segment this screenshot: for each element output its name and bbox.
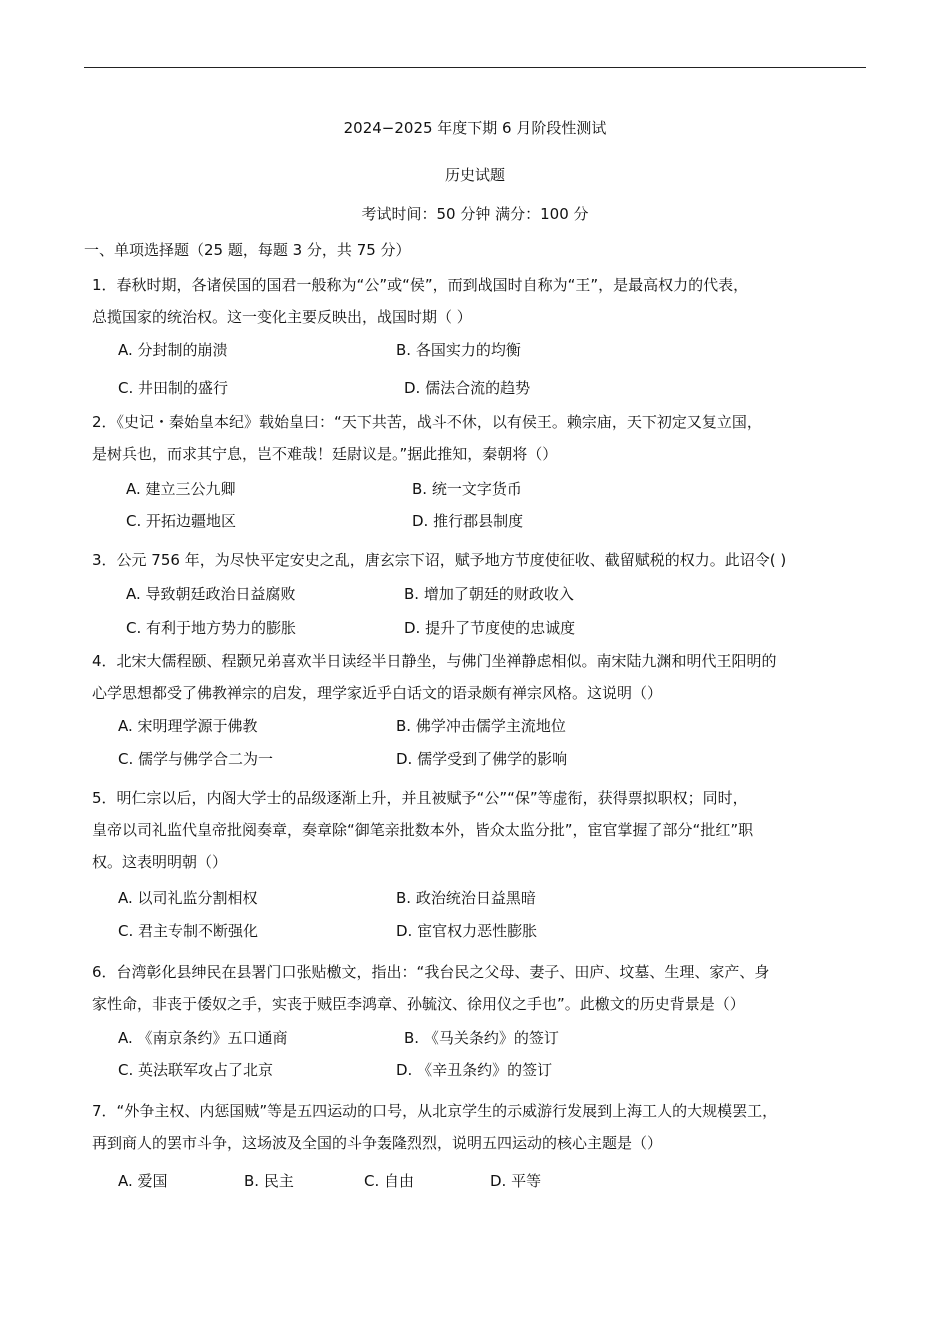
question-1-option-b[interactable]: B. 各国实力的均衡 [396,341,521,359]
question-7-line-1: 7．“外争主权、内惩国贼”等是五四运动的口号，从北京学生的示威游行发展到上海工人的大规模罢工， [92,1102,778,1120]
question-7-option-c[interactable]: C. 自由 [364,1172,415,1190]
question-1-line-1: 1．春秋时期，各诸侯国的国君一般称为“公”或“侯”，而到战国时自称为“王”，是最高权力的代表， [92,276,749,294]
question-3-option-c[interactable]: C. 有利于地方势力的膨胀 [126,619,297,637]
question-7-line-2: 再到商人的罢市斗争，这场波及全国的斗争轰隆烈烈，说明五四运动的核心主题是（） [92,1134,663,1152]
question-4-line-2: 心学思想都受了佛教禅宗的启发，理学家近乎白话文的语录颇有禅宗风格。这说明（） [92,684,663,702]
question-4-option-c[interactable]: C. 儒学与佛学合二为一 [118,750,274,768]
section-title: 一、单项选择题（25 题，每题 3 分，共 75 分） [84,241,411,259]
question-5-option-d[interactable]: D. 宦官权力恶性膨胀 [396,922,538,940]
question-7-option-d[interactable]: D. 平等 [490,1172,542,1190]
question-2-line-1: 2．《史记・秦始皇本纪》载始皇曰：“天下共苦，战斗不休，以有侯王。赖宗庙，天下初定又复立国， [92,413,762,431]
question-5-option-a[interactable]: A. 以司礼监分割相权 [118,889,258,907]
question-3-option-b[interactable]: B. 增加了朝廷的财政收入 [404,585,574,603]
question-2-option-b[interactable]: B. 统一文字货币 [412,480,522,498]
question-1-option-c[interactable]: C. 井田制的盛行 [118,379,229,397]
question-3-option-a[interactable]: A. 导致朝廷政治日益腐败 [126,585,296,603]
question-7-option-b[interactable]: B. 民主 [244,1172,294,1190]
question-4-line-1: 4．北宋大儒程颐、程颢兄弟喜欢半日读经半日静坐，与佛门坐禅静虑相似。南宋陆九渊和明代王阳明的 [92,652,777,670]
question-2-option-c[interactable]: C. 开拓边疆地区 [126,512,237,530]
question-3-option-d[interactable]: D. 提升了节度使的忠诚度 [404,619,576,637]
question-1-option-a[interactable]: A. 分封制的崩溃 [118,341,228,359]
question-3-line-1: 3．公元 756 年，为尽快平定安史之乱，唐玄宗下诏，赋予地方节度使征收、截留赋税的权力。此诏令( ) [92,551,787,569]
question-2-option-d[interactable]: D. 推行郡县制度 [412,512,524,530]
question-6-option-c[interactable]: C. 英法联军攻占了北京 [118,1061,274,1079]
exam-info: 考试时间：50 分钟 满分：100 分 [361,205,589,223]
question-6-option-a[interactable]: A. 《南京条约》五口通商 [118,1029,288,1047]
question-4-option-a[interactable]: A. 宋明理学源于佛教 [118,717,258,735]
question-5-option-b[interactable]: B. 政治统治日益黑暗 [396,889,536,907]
question-1-line-2: 总揽国家的统治权。这一变化主要反映出，战国时期（ ） [92,308,472,326]
question-7-option-a[interactable]: A. 爱国 [118,1172,168,1190]
question-6-line-1: 6．台湾彰化县绅民在县署门口张贴檄文，指出：“我台民之父母、妻子、田庐、坟墓、生理、家产、身 [92,963,770,981]
header-rule [84,67,866,68]
question-2-option-a[interactable]: A. 建立三公九卿 [126,480,236,498]
question-4-option-d[interactable]: D. 儒学受到了佛学的影响 [396,750,568,768]
exam-title: 2024−2025 年度下期 6 月阶段性测试 [343,119,607,137]
question-5-option-c[interactable]: C. 君主专制不断强化 [118,922,259,940]
question-6-line-2: 家性命，非丧于倭奴之手，实丧于贼臣李鸿章、孙毓汶、徐用仪之手也”。此檄文的历史背景是（） [92,995,745,1013]
question-5-line-3: 权。这表明明朝（） [92,853,228,871]
question-1-option-d[interactable]: D. 儒法合流的趋势 [404,379,531,397]
question-4-option-b[interactable]: B. 佛学冲击儒学主流地位 [396,717,566,735]
question-5-line-1: 5．明仁宗以后，内阁大学士的品级逐渐上升，并且被赋予“公”“保”等虚衔，获得票拟职权；同时， [92,789,748,807]
question-5-line-2: 皇帝以司礼监代皇帝批阅奏章，奏章除“御笔亲批数本外，皆众太监分批”，宦官掌握了部分“批红”职 [92,821,754,839]
question-6-option-b[interactable]: B. 《马关条约》的签订 [404,1029,559,1047]
subject-title: 历史试题 [444,166,505,184]
question-2-line-2: 是树兵也，而求其宁息，岂不难哉！廷尉议是。”据此推知，秦朝将（） [92,445,558,463]
question-6-option-d[interactable]: D. 《辛丑条约》的签订 [396,1061,553,1079]
